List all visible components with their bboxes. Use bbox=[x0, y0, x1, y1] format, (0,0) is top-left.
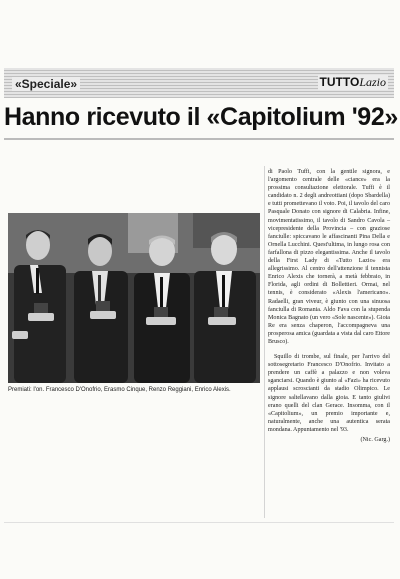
article-signature: (Nic. Garg.) bbox=[360, 437, 390, 443]
brand-logo-part-b: Lazio bbox=[359, 75, 386, 89]
headline-divider bbox=[4, 138, 394, 140]
article-column bbox=[268, 168, 390, 444]
photo-caption: Premiati: l'on. Francesco D'Onofrio, Erasmo Cinque, Renzo Reggiani, Enrico Alexis. bbox=[8, 387, 231, 393]
award-photo-drawing bbox=[8, 213, 260, 383]
article-paragraph-1: di Paolo Tuffi, con la gentile signora, e l'argomento centrale delle «ciance» era la prossima consultazione elettorale. Tuffi è il candidato n. 2 degli andreottiani (dopo Sbardella) e tutti promettevano il voto. Poi, il tavolo del caro Pasquale Donato con signore di Calabria. Infine, movimentatissimo, il tavolo di Sandro Cavola – vicepresidente della Provincia – con graziose fanciulle: spiccavano le affascinanti Pina Della e Ornella Lucchini. Quest'ultima, in lungo rosa con farfallona di pizzo elegantissima. Anche il tavolo della First Lady di «Tutto Lazio» era allegrissimo. Al centro dell'attenzione il tennista Enrico Alexis che tornerà, a metà febbraio, in Florida, agli ordini di Bollettieri. Ormai, nel tennis, è considerato «Alexis l'americano». Radaelli, gran viveur, è giunto con una sinuosa fanciulla di Romania. Aldo Fava con la stupenda Monica Bagnato (un vero «Sole nascente»). Gioia Re era senza chaperon, l'accompagneva una prosperosa amica (guardata a vista dal caro Ettore Brusco). bbox=[268, 169, 391, 345]
column-divider bbox=[264, 166, 265, 518]
section-tag: «Speciale» bbox=[12, 77, 80, 91]
page-bottom-rule bbox=[4, 522, 394, 523]
brand-logo-part-a: TUTTO bbox=[319, 75, 360, 89]
article-paragraph-2: Squillo di trombe, sul finale, per l'arrivo del sottosegretario Francesco D'Onofrio. Invitato a prendere un caffè a palazzo e non voleva sganciarsi. Quando è giunto al «Fazi» ha ricevuto applausi scroscianti da stadio Olimpico. Le signore saltellavano dalla gioia. E tanto giulivi erano quelli del clan Gerace. Insomma, con il «Capitolium», un premio importante e, naturalmente, anche una autentica serata mondana. Appuntamento nel '93. bbox=[268, 354, 390, 433]
award-photo bbox=[8, 213, 260, 383]
brand-logo bbox=[318, 75, 388, 90]
page-title: Hanno ricevuto il «Capitolium '92» bbox=[4, 103, 398, 131]
